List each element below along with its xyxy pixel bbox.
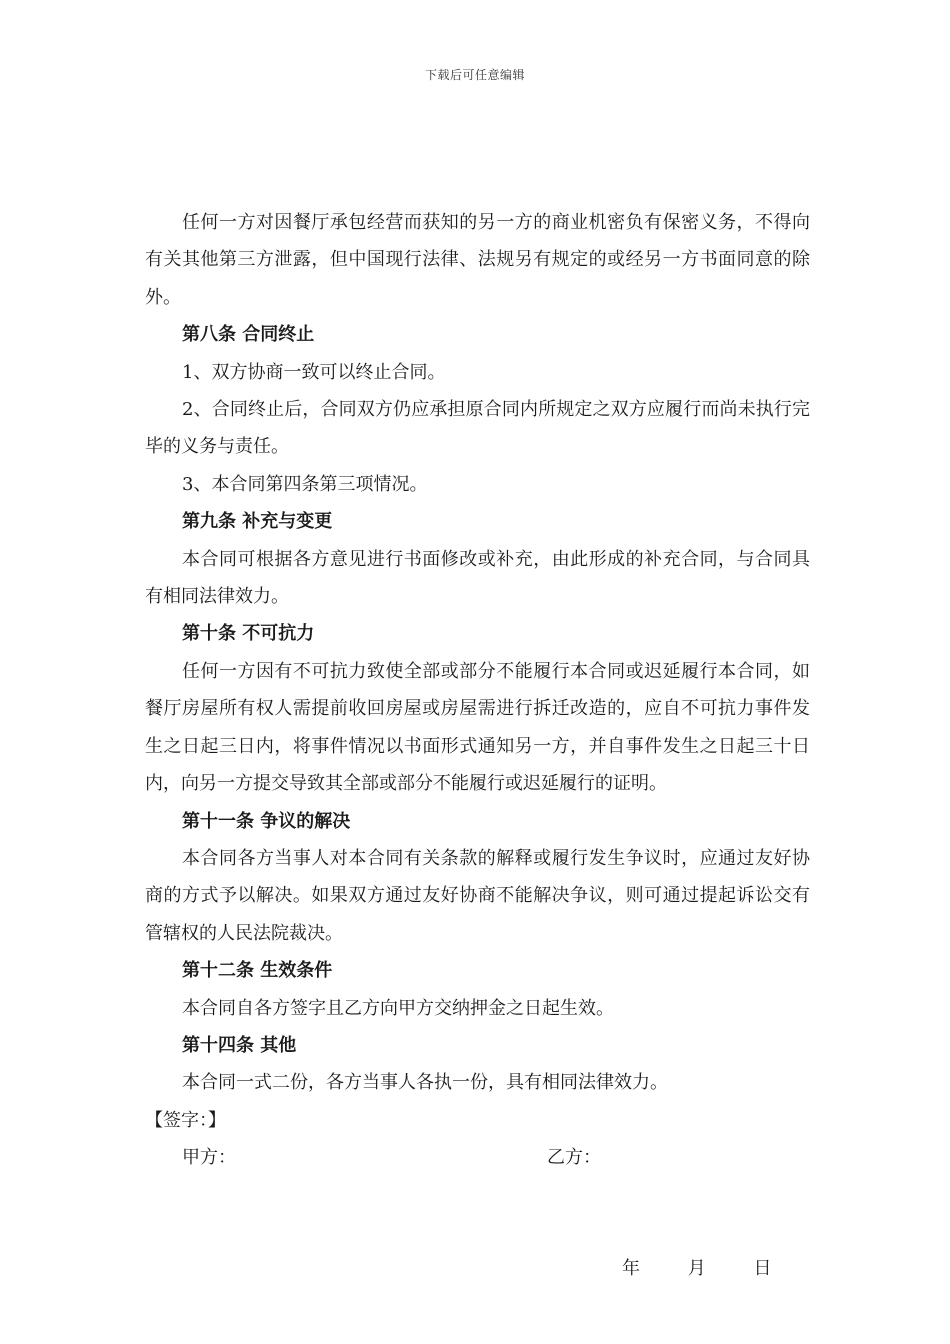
article-11-heading: 第十一条 争议的解决 [182,810,351,832]
article-9-heading: 第九条 补充与变更 [182,511,333,533]
signature-label: 【签字：】 [145,1109,226,1131]
article-9-text: 本合同可根据各方意见进行书面修改或补充，由此形成的补充合同，与合同具有相同法律效力。 [145,548,810,608]
party-a-label: 甲方： [182,1147,236,1169]
confidentiality-paragraph: 任何一方对因餐厅承包经营而获知的另一方的商业机密负有保密义务，不得向有关其他第三方泄露，但中国现行法律、法规另有规定的或经另一方书面同意的除外。 [145,212,810,308]
article-8-heading: 第八条 合同终止 [182,324,315,346]
article-8-item-1: 1、双方协商一致可以终止合同。 [182,361,446,383]
article-8-item-3: 3、本合同第四条第三项情况。 [182,473,428,495]
article-8-item-2: 2、合同终止后，合同双方仍应承担原合同内所规定之双方应履行而尚未执行完毕的义务与责任。 [145,399,810,458]
date-line [622,1254,771,1280]
date-day-label: 日 [753,1258,772,1279]
article-10-text: 任何一方因有不可抗力致使全部或部分不能履行本合同或迟延履行本合同，如餐厅房屋所有权人需提前收回房屋或房屋需进行拆迁改造的，应自不可抗力事件发生之日起三日内，将事件情况以书面形式通知另一方，并自事件发生之日起三十日内，向另一方提交导致其全部或部分不能履行或迟延履行的证明。 [145,660,810,795]
party-b-label: 乙方： [547,1147,601,1169]
contract-body [145,204,810,1177]
page-header-note: 下载后可任意编辑 [424,68,525,82]
article-10-heading: 第十条 不可抗力 [182,623,315,645]
date-year-label: 年 [622,1258,640,1279]
article-12-heading: 第十二条 生效条件 [182,960,333,982]
article-11-text: 本合同各方当事人对本合同有关条款的解释或履行发生争议时，应通过友好协商的方式予以解决。如果双方通过友好协商不能解决争议，则可通过提起诉讼交有管辖权的人民法院裁决。 [145,847,810,944]
article-14-text: 本合同一式二份，各方当事人各执一份，具有相同法律效力。 [182,1072,668,1094]
date-month-label: 月 [687,1258,706,1279]
signature-row [145,1139,810,1176]
article-14-heading: 第十四条 其他 [182,1034,297,1056]
article-12-text: 本合同自各方签字且乙方向甲方交纳押金之日起生效。 [182,997,614,1019]
